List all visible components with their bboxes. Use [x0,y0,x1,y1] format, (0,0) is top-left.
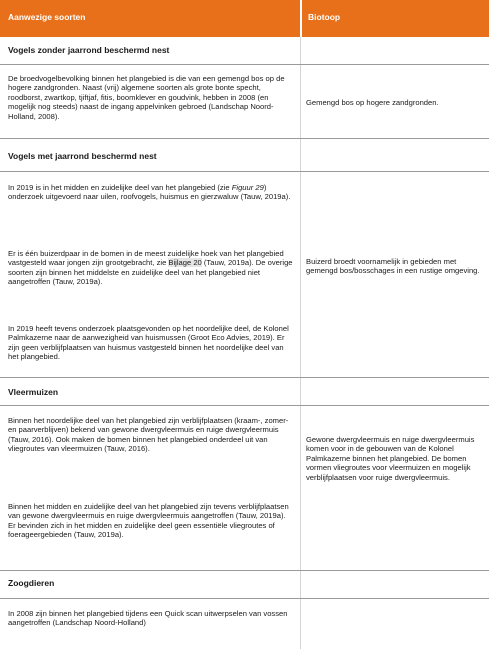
header-cell-species [0,0,300,37]
row-divider [0,598,489,599]
row-divider [0,171,489,172]
text-part: ) onderzoek uitgevoerd naar uilen, roofvogels, huismus en gierzwaluw (Tauw, 2019a). [8,183,291,202]
header-biotope-label: Biotoop [308,12,341,22]
cell-biotope-buizerd: Buizerd broedt voornamelijk in gebieden met gemengd bos/bosschages in een rustige omgeving. [306,257,480,276]
cell-buizerd [8,249,294,287]
row-divider [0,570,489,571]
cell-onderzoek-uilen [8,183,294,202]
bijlage-reference: Bijlage 20 [168,258,202,268]
text-part: (Tauw, 2019a). De overige soorten zijn binnen het middelste en zuidelijke deel van het plangebied niet aangetroffen (Tauw, 2019a). [8,258,293,287]
header-cell-biotope [302,0,489,37]
row-divider [0,405,489,406]
cell-vossen: In 2008 zijn binnen het plangebied tijdens een Quick scan uitwerpselen van vossen aangetroffen (Landschap Noord-Holland) [8,609,288,628]
header-species-label: Aanwezige soorten [8,12,86,22]
cell-broedvogels: De broedvogelbevolking binnen het plangebied is die van een gemengd bos op de hogere zandgronden. Naast (vrij) algemene soorten als grote bonte specht, roodborst, zwartkop, tjiftjaf, fitis, boomklever en goudvink, hebben in 2008 (en mogelijk nog steeds) naast de ingang appelvinken gebroed (Landschap Noord-Holland, 2008). [8,74,285,121]
figure-reference: Figuur 29 [231,183,264,192]
text-part: In 2019 is in het midden en zuidelijke deel van het plangebied (zie [8,183,232,192]
row-divider [0,377,489,378]
cell-vleermuizen-noord: Binnen het noordelijke deel van het plangebied zijn verblijfplaatsen (kraam-, zomer- en paarverblijven) bekend van gewone dwergvleermuis en ruige dwergvleermuis (Tauw, 2016). Ook maken de bomen binnen het plangebied onderdeel uit van vliegroutes van vleermuizen (Tauw, 2016). [8,416,289,454]
row-divider [0,64,489,65]
cell-biotope-vleermuizen: Gewone dwergvleermuis en ruige dwergvleermuis komen voor in de gebouwen van de Kolonel Palmkazerne binnen het plangebied. De bomen vormen vliegroutes voor vleermuizen en mogelijk verblijfplaatsen voor ruige dwergvleermuis. [306,435,475,482]
text-part: Er is één buizerdpaar in de bomen in de meest zuidelijke hoek van het plangebied vastgesteld waar jongen zijn grootgebracht, zie [8,249,284,268]
cell-huismus: In 2019 heeft tevens onderzoek plaatsgevonden op het noordelijke deel, de Kolonel Palmkazerne naar de aanwezigheid van huismussen (Groot Eco Advies, 2019). Er zijn geen verblijfplaatsen van huismus vastgesteld binnen het noordelijke deel van het plangebied. [8,324,289,362]
section-title: Vogels zonder jaarrond beschermd nest [8,45,170,55]
section-title: Vogels met jaarrond beschermd nest [8,151,157,161]
cell-vleermuizen-zuid: Binnen het midden en zuidelijke deel van het plangebied zijn tevens verblijfplaatsen van gewone dwergvleermuis en ruige dwergvleermuis aangetroffen (Tauw, 2019a). Er bevinden zich in het midden en zuidelijke deel geen essentiële vliegroutes of foerageergebieden (Tauw, 2019a). [8,502,289,540]
row-divider [0,138,489,139]
cell-biotope-bos: Gemengd bos op hogere zandgronden. [306,98,439,107]
section-title: Vleermuizen [8,387,59,397]
column-divider [300,37,301,649]
section-title: Zoogdieren [8,578,55,588]
